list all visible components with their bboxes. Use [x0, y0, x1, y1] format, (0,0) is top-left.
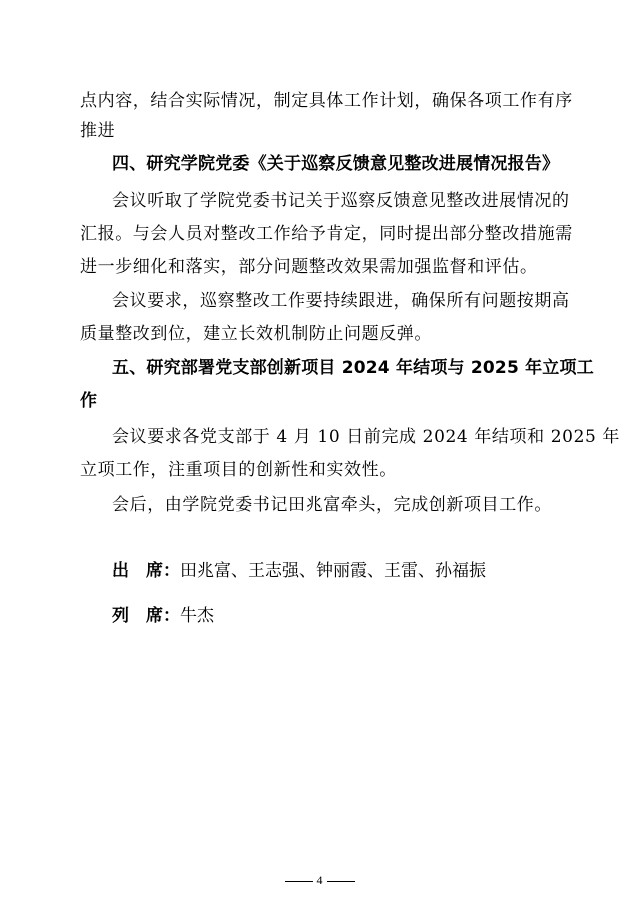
section5-para2-line1: 会后，由学院党委书记田兆富牵头，完成创新项目工作。	[112, 495, 552, 515]
section4-heading: 四、研究学院党委《关于巡察反馈意见整改进展情况报告》	[112, 154, 560, 174]
section4-para1-line3: 进一步细化和落实，部分问题整改效果需加强监督和评估。	[80, 257, 538, 277]
section4-para1-line1: 会议听取了学院党委书记关于巡察反馈意见整改进展情况的	[112, 191, 570, 211]
footer-dash-left	[285, 881, 313, 882]
section5-para1-line2: 立项工作，注重项目的创新性和实效性。	[80, 460, 397, 480]
attendance-observer	[112, 605, 214, 627]
section3-continuation-line2: 推进	[80, 121, 116, 141]
section3-continuation-line1: 点内容，结合实际情况，制定具体工作计划，确保各项工作有序	[80, 91, 573, 111]
section5-heading-line2: 作	[80, 391, 98, 411]
section5-para1-line1: 会议要求各党支部于 4 月 10 日前完成 2024 年结项和 2025 年	[112, 427, 621, 447]
footer-dash-right	[327, 881, 355, 882]
page-footer	[0, 873, 639, 887]
present-names: 田兆富、王志强、钟丽霞、王雷、孙福振	[180, 561, 486, 581]
attendance-present	[112, 560, 486, 582]
observer-names: 牛杰	[180, 606, 214, 626]
page-number: 4	[316, 873, 323, 887]
observer-label: 列 席：	[112, 606, 180, 626]
section4-para2-line1: 会议要求，巡察整改工作要持续跟进，确保所有问题按期高	[112, 291, 570, 311]
section4-para1-line2: 汇报。与会人员对整改工作给予肯定，同时提出部分整改措施需	[80, 224, 573, 244]
section5-heading-line1: 五、研究部署党支部创新项目 2024 年结项与 2025 年立项工	[112, 358, 594, 378]
section4-para2-line2: 质量整改到位，建立长效机制防止问题反弹。	[80, 324, 432, 344]
present-label: 出 席：	[112, 561, 180, 581]
